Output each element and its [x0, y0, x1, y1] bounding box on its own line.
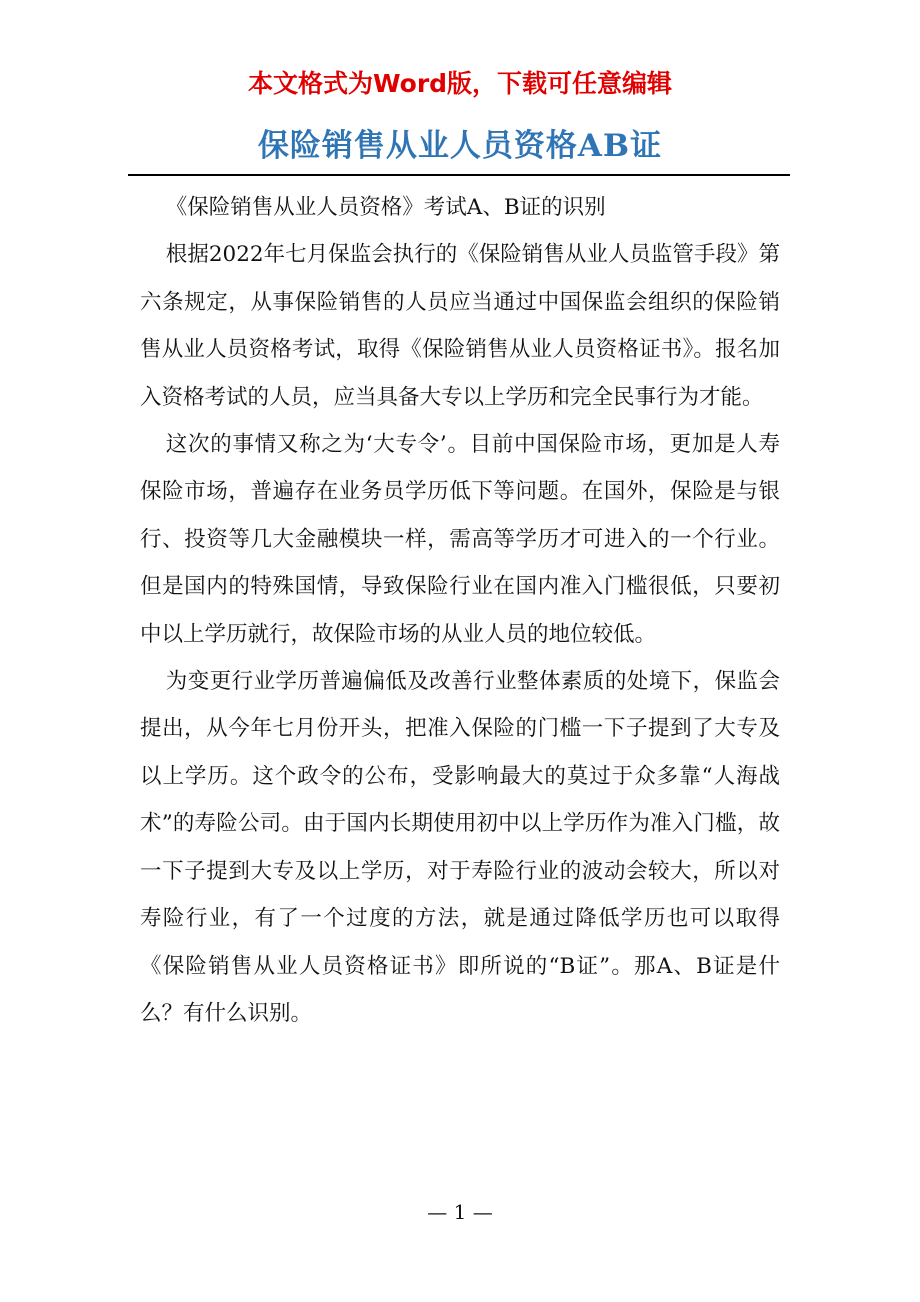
document-body — [140, 184, 780, 1037]
paragraph: 根据2022年七月保监会执行的《保险销售从业人员监管手段》第六条规定，从事保险销售的人员应当通过中国保监会组织的保险销售从业人员资格考试，取得《保险销售从业人员资格证书》。报名加入资格考试的人员，应当具备大专以上学历和完全民事行为才能。 — [140, 242, 780, 410]
paragraph: 为变更行业学历普遍偏低及改善行业整体素质的处境下，保监会提出，从今年七月份开头，把准入保险的门槛一下子提到了大专及以上学历。这个政令的公布，受影响最大的莫过于众多靠“人海战术”的寿险公司。由于国内长期使用初中以上学历作为准入门槛，故一下子提到大专及以上学历，对于寿险行业的波动会较大，所以对寿险行业，有了一个过度的方法，就是通过降低学历也可以取得《保险销售从业人员资格证书》即所说的“B证”。那A、B证是什么？有什么识别。 — [140, 669, 780, 1026]
format-notice-banner: 本文格式为Word版，下载可任意编辑 — [247, 69, 673, 98]
title-divider — [128, 174, 790, 176]
paragraph: 这次的事情又称之为‘大专令’。目前中国保险市场，更加是人寿保险市场，普遍存在业务员学历低下等问题。在国外，保险是与银行、投资等几大金融模块一样，需高等学历才可进入的一个行业。但是国内的特殊国情，导致保险行业在国内准入门槛很低，只要初中以上学历就行，故保险市场的从业人员的地位较低。 — [140, 432, 780, 647]
paragraph-subtitle: 《保险销售从业人员资格》考试A、B证的识别 — [165, 195, 606, 220]
document-title: 保险销售从业人员资格AB证 — [257, 128, 663, 164]
page-number: — 1 — — [427, 1200, 493, 1224]
